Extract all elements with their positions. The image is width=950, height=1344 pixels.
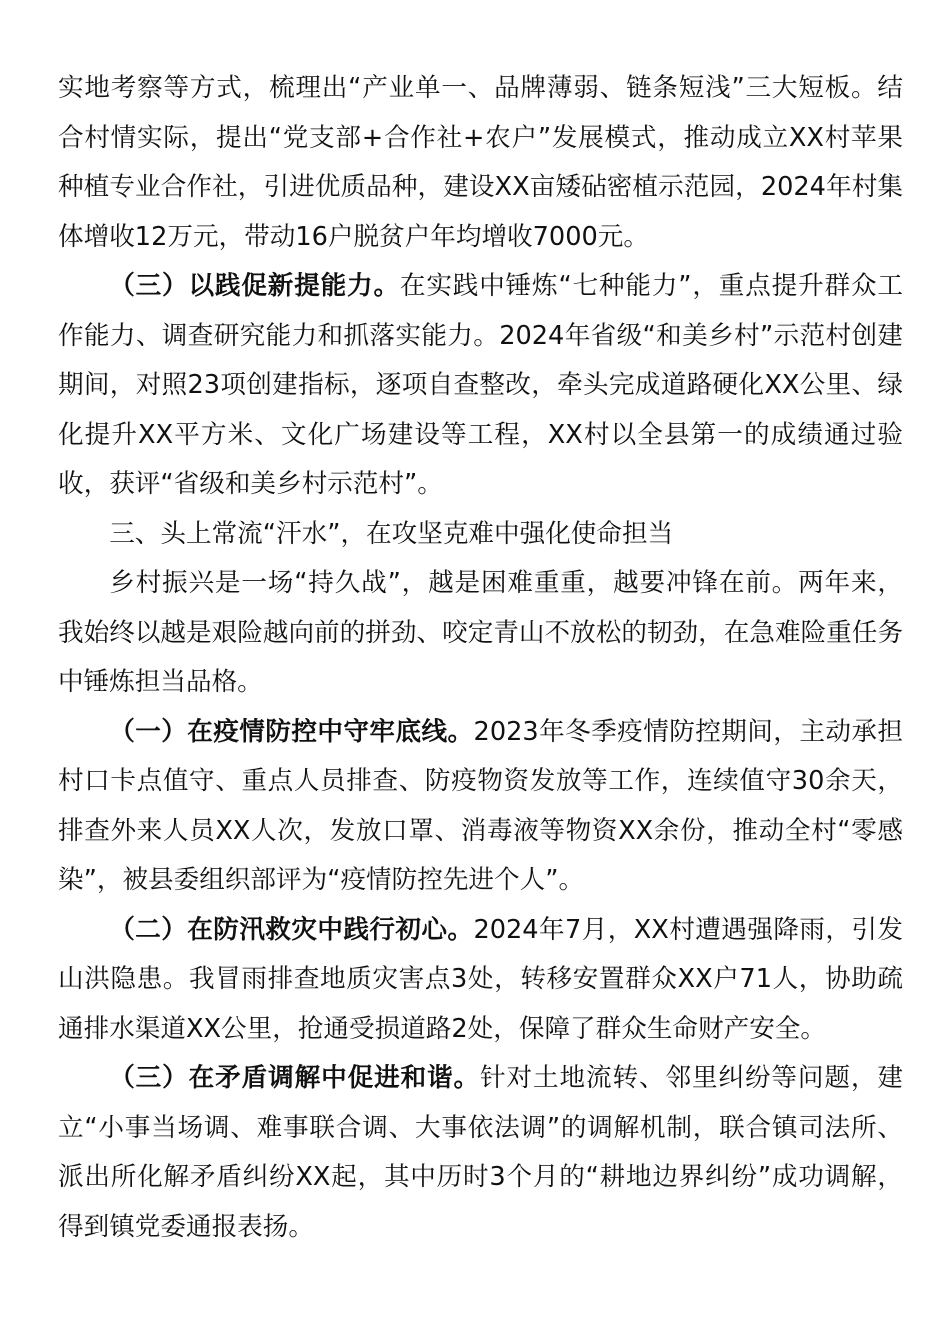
paragraph-text: 2024年7月，XX村遭遇强降雨，引发山洪隐患。我冒雨排查地质灾害点3处，转移安置群众XX户71人，协助疏通排水渠道XX公里，抢通受损道路2处，保障了群众生命财产安全。 bbox=[58, 914, 903, 1044]
section-heading-3 bbox=[58, 510, 903, 560]
document-page bbox=[58, 64, 903, 1252]
paragraph-text: 针对土地流转、邻里纠纷等问题，建立“小事当场调、难事联合调、大事依法调”的调解机制，联合镇司法所、派出所化解矛盾纠纷XX起，其中历时3个月的“耕地边界纠纷”成功调解，得到镇党委通报表扬。 bbox=[58, 1063, 903, 1242]
paragraph-section2-item3 bbox=[58, 262, 903, 510]
paragraph-text: 实地考察等方式，梳理出“产业单一、品牌薄弱、链条短浅”三大短板。结合村情实际，提出“党支部+合作社+农户”发展模式，推动成立XX村苹果种植专业合作社，引进优质品种，建设XX亩矮砧密植示范园，2024年村集体增收12万元，带动16户脱贫户年均增收7000元。 bbox=[58, 73, 903, 252]
subheading-bold-lead: （三）以践促新提能力。 bbox=[109, 271, 400, 301]
paragraph-section3-item1 bbox=[58, 708, 903, 906]
paragraph-section3-intro bbox=[58, 559, 903, 708]
subheading-bold-lead: （一）在疫情防控中守牢底线。 bbox=[109, 716, 474, 747]
section-heading-text: 三、头上常流“汗水”，在攻坚克难中强化使命担当 bbox=[109, 518, 674, 549]
paragraph-continuation bbox=[58, 64, 903, 262]
subheading-bold-lead: （三）在矛盾调解中促进和谐。 bbox=[109, 1063, 481, 1093]
paragraph-text: 在实践中锤炼“七种能力”，重点提升群众工作能力、调查研究能力和抓落实能力。2024年省级“和美乡村”示范村创建期间，对照23项创建指标，逐项自查整改，牵头完成道路硬化XX公里、绿化提升XX平方米、文化广场建设等工程，XX村以全县第一的成绩通过验收，获评“省级和美乡村示范村”。 bbox=[58, 271, 903, 499]
subheading-bold-lead: （二）在防汛救灾中践行初心。 bbox=[109, 914, 474, 945]
paragraph-section3-item2 bbox=[58, 906, 903, 1055]
paragraph-text: 2023年冬季疫情防控期间，主动承担村口卡点值守、重点人员排查、防疫物资发放等工作，连续值守30余天，排查外来人员XX人次，发放口罩、消毒液等物资XX余份，推动全村“零感染”，被县委组织部评为“疫情防控先进个人”。 bbox=[58, 716, 903, 895]
paragraph-section3-item3 bbox=[58, 1054, 903, 1252]
paragraph-text: 乡村振兴是一场“持久战”，越是困难重重，越要冲锋在前。两年来，我始终以越是艰险越向前的拼劲、咬定青山不放松的韧劲，在急难险重任务中锤炼担当品格。 bbox=[58, 568, 903, 697]
